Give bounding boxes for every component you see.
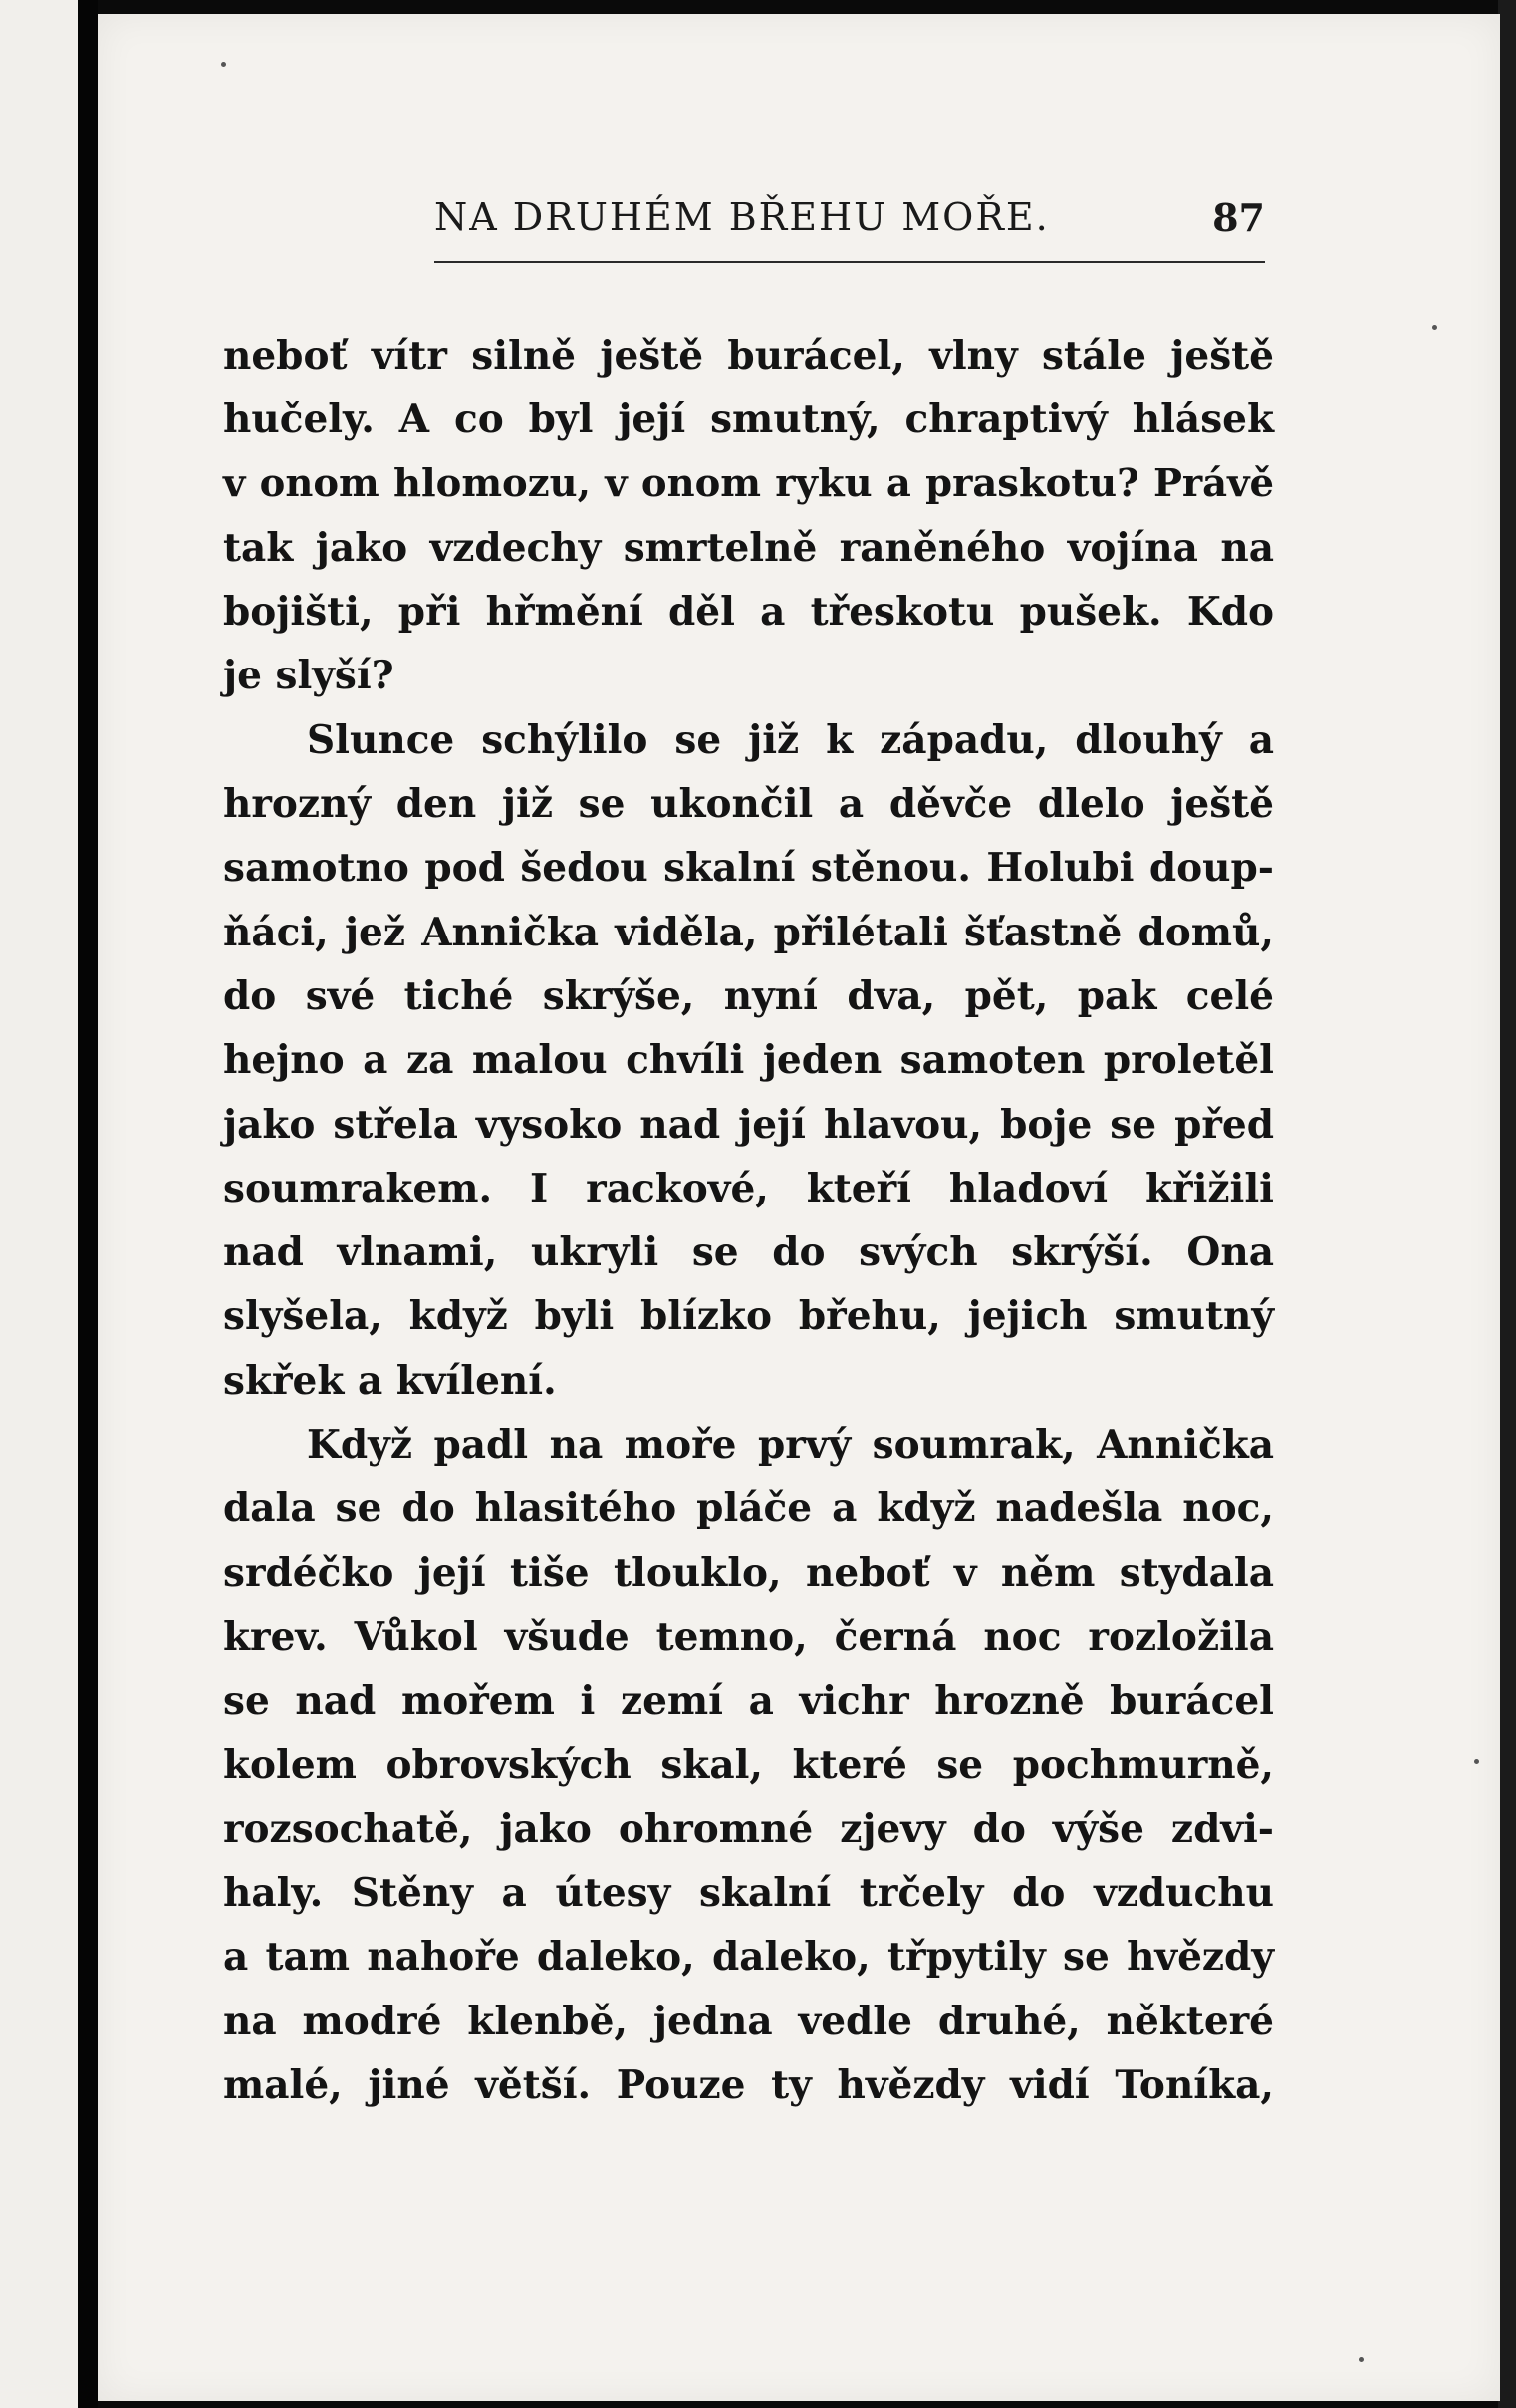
text-line: dala se do hlasitého pláče a když nadešla noc, — [223, 1485, 1274, 1532]
text-line: soumrakem. I rackové, kteří hladoví křižili — [223, 1165, 1274, 1211]
text-line: krev. Vůkol všude temno, černá noc rozložila — [223, 1613, 1274, 1660]
paper-speck — [1474, 1759, 1479, 1764]
page-edge-shadow — [1498, 0, 1516, 2408]
text-line: hejno a za malou chvíli jeden samoten proletěl — [223, 1037, 1274, 1084]
text-line: ňáci, jež Annička viděla, přilétali šťastně domů, — [223, 909, 1274, 955]
text-line: a tam nahoře daleko, daleko, třpytily se hvězdy — [223, 1934, 1274, 1981]
text-line: samotno pod šedou skalní stěnou. Holubi doup- — [223, 845, 1274, 892]
page-number: 87 — [1212, 195, 1265, 240]
text-line: malé, jiné větší. Pouze ty hvězdy vidí Toníka, — [223, 2062, 1274, 2109]
running-title: NA DRUHÉM BŘEHU MOŘE. — [434, 195, 1050, 239]
header-rule — [434, 261, 1265, 263]
paper-speck — [221, 62, 226, 67]
paper-speck — [1359, 2357, 1364, 2362]
text-line: nad vlnami, ukryli se do svých skrýší. Ona — [223, 1229, 1274, 1276]
text-line: neboť vítr silně ještě burácel, vlny stále ještě — [223, 333, 1274, 379]
text-line: se nad mořem i zemí a vichr hrozně burácel — [223, 1678, 1274, 1725]
previous-page-edge — [0, 0, 78, 2408]
running-header — [434, 195, 1265, 255]
text-line: skřek a kvílení. — [223, 1357, 557, 1404]
text-line: do své tiché skrýše, nyní dva, pět, pak celé — [223, 972, 1274, 1019]
text-line: slyšela, když byli blízko břehu, jejich smutný — [223, 1293, 1274, 1340]
text-line: v onom hlomozu, v onom ryku a praskotu? Právě — [223, 460, 1274, 506]
text-line: hučely. A co byl její smutný, chraptivý hlásek — [223, 397, 1274, 443]
text-line: rozsochatě, jako ohromné zjevy do výše zdvi- — [223, 1805, 1274, 1852]
body-text — [223, 324, 1274, 2117]
text-line: jako střela vysoko nad její hlavou, boje se před — [223, 1101, 1274, 1148]
text-line: bojišti, při hřmění děl a třeskotu pušek. Kdo — [223, 589, 1274, 636]
text-line: kolem obrovských skal, které se pochmurně, — [223, 1741, 1274, 1788]
text-line: je slyší? — [223, 653, 394, 699]
text-line: Slunce schýlilo se již k západu, dlouhý a — [307, 716, 1274, 763]
text-line: haly. Stěny a útesy skalní trčely do vzduchu — [223, 1870, 1274, 1917]
book-gutter — [78, 0, 98, 2408]
paper-speck — [1432, 325, 1437, 330]
text-line: na modré klenbě, jedna vedle druhé, některé — [223, 1998, 1274, 2044]
text-line: Když padl na moře prvý soumrak, Annička — [307, 1422, 1274, 1469]
text-line: tak jako vzdechy smrtelně raněného vojína na — [223, 524, 1274, 571]
text-line: srdéčko její tiše tlouklo, neboť v něm stydala — [223, 1549, 1274, 1596]
text-line: hrozný den již se ukončil a děvče dlelo ještě — [223, 781, 1274, 828]
